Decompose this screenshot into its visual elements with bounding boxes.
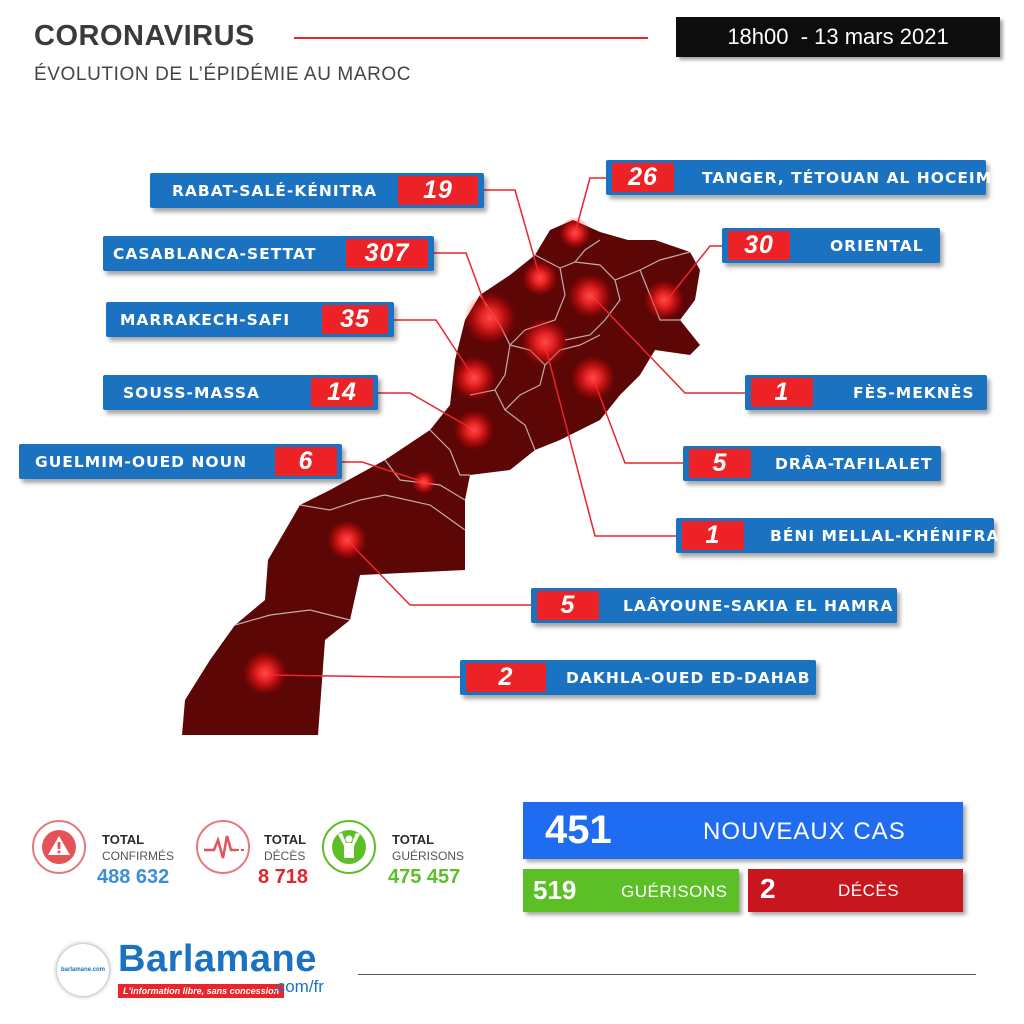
warning-icon <box>32 820 86 874</box>
region-cases: 30 <box>728 231 790 260</box>
region-name: CASABLANCA-SETTAT <box>113 244 317 263</box>
total-confirmed-label: TOTAL <box>102 832 145 847</box>
total-recovered-value: 475 457 <box>388 866 461 888</box>
brand-name: Barlamane <box>118 938 317 980</box>
region-cases: 5 <box>537 591 599 620</box>
hotspot-marrakech <box>452 356 496 400</box>
region-label-laayoune <box>531 588 897 623</box>
region-label-tanger <box>606 160 1006 195</box>
brand-tagline: L'information libre, sans concession <box>118 984 284 998</box>
region-cases: 307 <box>346 239 428 268</box>
deaths-label: DÉCÈS <box>838 881 900 900</box>
hotspot-fes <box>568 274 612 318</box>
region-label-fes <box>745 375 987 410</box>
region-cases: 5 <box>689 449 751 478</box>
hotspot-dakhla <box>243 651 287 695</box>
region-cases: 26 <box>612 163 674 192</box>
deaths-value: 2 <box>760 873 776 904</box>
recoveries-label: GUÉRISONS <box>621 882 728 901</box>
region-name: LAÂYOUNE-SAKIA EL HAMRA <box>623 596 894 615</box>
hotspot-guelmim <box>412 470 436 494</box>
recoveries-box <box>523 869 739 912</box>
brand-logo-circle <box>57 944 109 996</box>
region-name: RABAT-SALÉ-KÉNITRA <box>172 181 378 200</box>
total-confirmed-value: 488 632 <box>97 866 170 888</box>
region-label-casablanca <box>103 236 434 271</box>
region-cases: 1 <box>682 521 744 550</box>
hotspot-laayoune <box>327 520 367 560</box>
region-name: DAKHLA-OUED ED-DAHAB <box>566 668 811 687</box>
total-recovered-sublabel: GUÉRISONS <box>392 849 465 863</box>
region-cases: 2 <box>466 663 546 692</box>
new-cases-box <box>523 802 963 859</box>
region-name: ORIENTAL <box>830 236 924 255</box>
region-cases: 1 <box>751 378 813 407</box>
footer-divider <box>358 974 976 975</box>
total-deaths-value: 8 718 <box>258 866 309 888</box>
person-cheer-icon <box>322 820 376 874</box>
region-cases: 6 <box>275 447 337 476</box>
hotspot-casablanca <box>464 292 516 344</box>
region-label-draa <box>683 446 941 481</box>
region-label-dakhla <box>460 660 816 695</box>
total-recovered-label: TOTAL <box>392 832 435 847</box>
region-name: TANGER, TÉTOUAN AL HOCEIMA <box>702 168 1006 187</box>
region-label-marrakech <box>106 302 394 337</box>
region-label-rabat <box>150 173 484 208</box>
region-name: SOUSS-MASSA <box>123 383 261 402</box>
region-cases: 14 <box>311 378 373 407</box>
new-cases-label: NOUVEAUX CAS <box>703 818 906 845</box>
page-title: CORONAVIRUS <box>34 20 255 52</box>
brand-logo-text: barlamane.com <box>60 967 106 973</box>
region-label-souss <box>103 375 378 410</box>
hotspot-souss <box>454 410 494 450</box>
hotspot-draa <box>571 356 615 400</box>
region-cases: 35 <box>322 305 388 334</box>
heartbeat-icon <box>196 820 250 874</box>
deaths-box <box>748 869 963 912</box>
region-name: FÈS-MEKNÈS <box>853 383 975 402</box>
region-label-beni-mellal <box>676 518 1000 553</box>
hotspot-beni-mellal <box>521 318 569 366</box>
hotspot-rabat <box>522 260 558 296</box>
region-cases: 19 <box>398 176 478 205</box>
page-subtitle: ÉVOLUTION DE L’ÉPIDÉMIE AU MAROC <box>34 64 412 85</box>
region-name: GUELMIM-OUED NOUN <box>35 452 248 471</box>
new-cases-value: 451 <box>545 808 612 852</box>
recoveries-value: 519 <box>533 875 577 905</box>
region-label-guelmim <box>19 444 342 479</box>
region-name: MARRAKECH-SAFI <box>120 310 291 329</box>
hotspot-oriental <box>644 280 684 320</box>
brand-domain: .com/fr <box>272 977 324 996</box>
region-name: BÉNI MELLAL-KHÉNIFRA <box>770 526 1000 545</box>
region-label-oriental <box>722 228 940 263</box>
total-confirmed-sublabel: CONFIRMÉS <box>102 849 174 863</box>
date-badge: 18h00 - 13 mars 2021 <box>676 17 1000 57</box>
total-deaths-sublabel: DÉCÈS <box>264 849 306 863</box>
region-name: DRÂA-TAFILALET <box>775 454 933 473</box>
hotspot-tanger <box>559 217 591 249</box>
total-deaths-label: TOTAL <box>264 832 307 847</box>
